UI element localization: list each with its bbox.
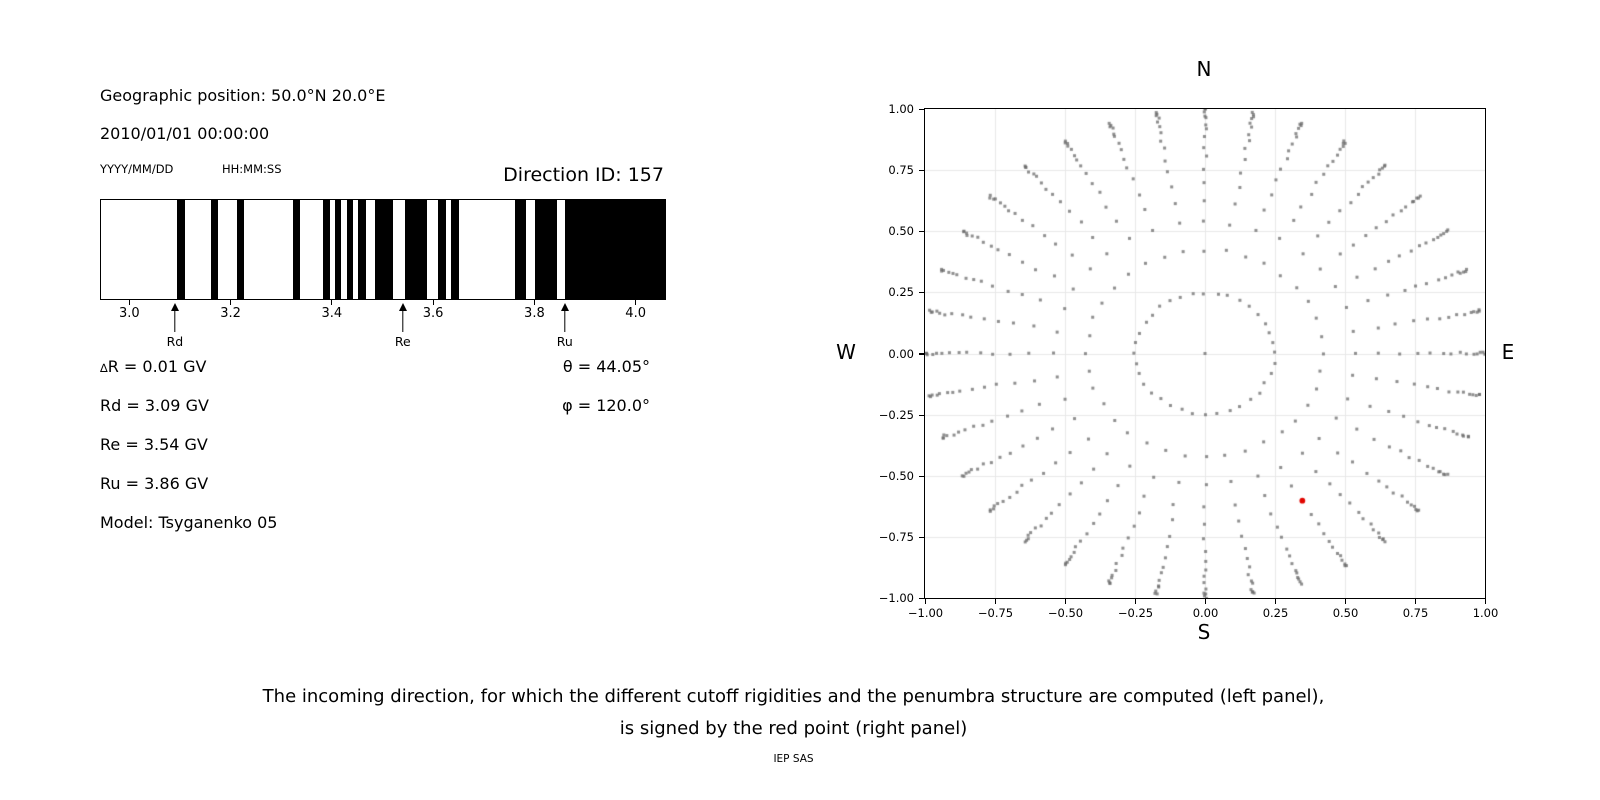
caption-line-1: The incoming direction, for which the different cutoff rigidities and the penumbra structure are computed (left panel), <box>262 686 1325 707</box>
x-axis-tick <box>1415 599 1416 604</box>
penumbra-band <box>565 200 665 299</box>
cutoff-arrow <box>383 303 423 350</box>
cutoff-arrow-stem <box>402 310 403 332</box>
x-tick-label: −0.75 <box>977 606 1014 620</box>
y-tick-label: −0.50 <box>878 468 914 483</box>
y-tick-label: 0.25 <box>888 285 914 300</box>
cutoff-arrow-label: Ru <box>556 333 573 349</box>
penumbra-band <box>177 200 185 299</box>
penumbra-band <box>347 200 354 299</box>
x-axis-tick <box>1135 599 1136 604</box>
x-axis-tick <box>995 599 996 604</box>
x-tick-label: −0.25 <box>1117 606 1154 620</box>
compass-s-label: S <box>1197 620 1211 644</box>
y-tick-label: 0.75 <box>888 163 914 178</box>
penumbra-band <box>438 200 446 299</box>
x-axis-tick <box>1205 599 1206 604</box>
penumbra-axis-tick <box>230 300 231 305</box>
info-ru: Ru = 3.86 GV <box>100 474 209 493</box>
date-format-label: YYYY/MM/DD <box>100 162 174 176</box>
penumbra-tick-label: 4.0 <box>625 305 646 321</box>
credit-text: IEP SAS <box>773 753 814 765</box>
y-tick-label: 1.00 <box>888 102 914 116</box>
penumbra-band <box>335 200 342 299</box>
datetime-text: 2010/01/01 00:00:00 <box>100 124 270 143</box>
penumbra-band <box>237 200 244 299</box>
y-tick-label: −0.25 <box>878 407 914 422</box>
penumbra-axis-tick <box>534 300 535 305</box>
compass-n-label: N <box>1196 57 1212 81</box>
x-axis-tick <box>1345 599 1346 604</box>
penumbra-band <box>515 200 526 299</box>
caption-block <box>0 686 1587 766</box>
x-tick-label: −0.50 <box>1047 606 1084 620</box>
x-axis-tick <box>1065 599 1066 604</box>
compass-w-label: W <box>836 340 856 364</box>
x-tick-label: −1.00 <box>907 606 944 620</box>
x-tick-label: 0.00 <box>1192 606 1219 620</box>
x-tick-label: 0.50 <box>1332 606 1359 620</box>
penumbra-tick-label: 3.2 <box>220 305 241 321</box>
info-rd: Rd = 3.09 GV <box>100 396 209 415</box>
cutoff-arrow-label: Rd <box>166 333 184 349</box>
y-tick-label: 0.50 <box>888 224 914 239</box>
delta-symbol: ∆ <box>100 361 108 375</box>
penumbra-tick-label: 3.4 <box>321 305 343 321</box>
penumbra-band <box>535 200 556 299</box>
penumbra-plot <box>100 199 666 300</box>
info-model: Model: Tsyganenko 05 <box>100 513 278 532</box>
time-format-label: HH:MM:SS <box>222 162 282 176</box>
penumbra-band <box>323 200 330 299</box>
penumbra-band <box>211 200 218 299</box>
x-axis-tick <box>925 599 926 604</box>
penumbra-axis-tick <box>433 300 434 305</box>
y-tick-label: −0.75 <box>878 529 914 544</box>
x-axis-tick <box>1275 599 1276 604</box>
cutoff-arrow-label: Re <box>394 333 411 349</box>
x-tick-label: 1.00 <box>1472 606 1499 620</box>
penumbra-axis-tick <box>635 300 636 305</box>
delta-rest: R = 0.01 GV <box>107 357 207 376</box>
penumbra-band <box>293 200 300 299</box>
info-phi: φ = 120.0° <box>562 396 650 415</box>
info-theta: θ = 44.05° <box>562 357 650 376</box>
compass-e-label: E <box>1501 340 1515 364</box>
penumbra-axis-tick <box>129 300 130 305</box>
direction-plot <box>924 108 1486 599</box>
direction-id-text: Direction ID: 157 <box>503 164 664 186</box>
penumbra-band <box>375 200 393 299</box>
direction-plot-canvas <box>925 109 1485 598</box>
y-tick-label: 0.00 <box>888 346 914 361</box>
penumbra-band <box>358 200 366 299</box>
penumbra-axis <box>100 300 664 350</box>
cutoff-arrow <box>155 303 195 350</box>
x-tick-label: 0.25 <box>1262 606 1289 620</box>
caption-line-2: is signed by the red point (right panel) <box>619 718 968 739</box>
penumbra-band <box>405 200 427 299</box>
cutoff-arrow-stem <box>174 310 175 332</box>
x-axis-tick <box>1485 599 1486 604</box>
geo-position-text: Geographic position: 50.0°N 20.0°E <box>100 86 386 105</box>
cutoff-arrow <box>545 303 585 350</box>
info-delta-r <box>100 357 206 378</box>
penumbra-tick-label: 3.6 <box>422 305 444 321</box>
cutoff-arrow-stem <box>564 310 565 332</box>
penumbra-tick-label: 3.0 <box>119 305 140 321</box>
y-tick-label: −1.00 <box>878 591 914 605</box>
penumbra-band <box>451 200 459 299</box>
x-tick-label: 0.75 <box>1402 606 1429 620</box>
info-re: Re = 3.54 GV <box>100 435 208 454</box>
penumbra-axis-tick <box>331 300 332 305</box>
penumbra-tick-label: 3.8 <box>524 305 545 321</box>
